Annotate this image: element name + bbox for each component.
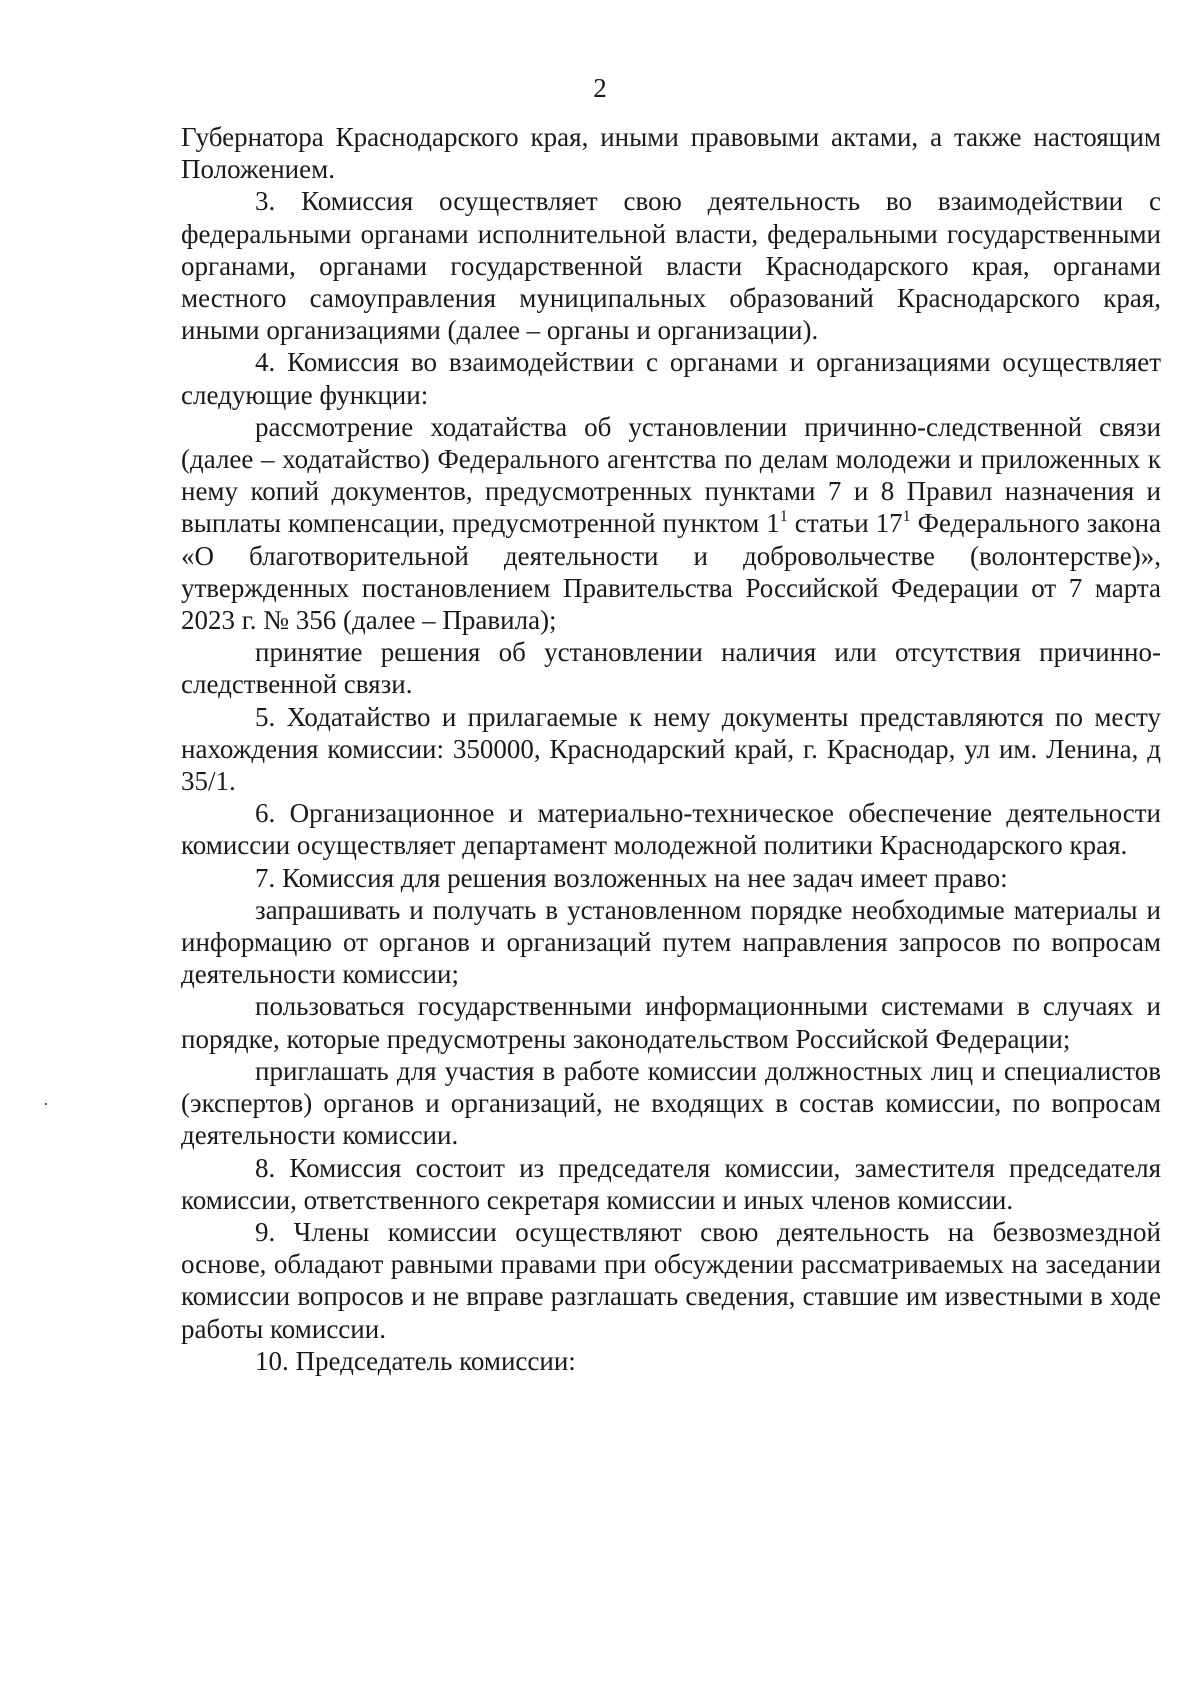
paragraph-item-7: 7. Комиссия для решения возложенных на нее задач имеет право: [255, 862, 1008, 893]
paragraph-item-4: 4. Комиссия во взаимодействии с органами и организациями осуществляет следующие функции: [181, 347, 1161, 410]
paragraph-item-5: 5. Ходатайство и прилагаемые к нему документы представляются по месту нахождения комиссии: 350000, Краснодарский край, г. Краснодар, ул им. Ленина, д 35/1. [181, 701, 1161, 797]
paragraph-text: Федерального закона «О благотворительной деятельности и добровольчестве (волонтерстве)», утвержденных постановлением Правительства Российской Федерации от 7 марта 2023 г. № 356 (далее – Правила); [181, 508, 1162, 636]
paragraph-item-10: 10. Председатель комиссии: [255, 1345, 576, 1376]
paragraph-item-3: 3. Комиссия осуществляет свою деятельность во взаимодействии с федеральными органами исполнительной власти, федеральными государственными органами, органами государственной власти Краснодарского края, органами местного самоуправления муниципальных образований Краснодарского края, иными организациями (далее – органы и организации). [181, 186, 1161, 346]
paragraph-item-9: 9. Члены комиссии осуществляют свою деятельность на безвозмездной основе, обладают равными правами при обсуждении рассматриваемых на заседании комиссии вопросов и не вправе разглашать сведения, ставшие им известными в ходе работы комиссии. [181, 1216, 1161, 1344]
paragraph-item-6: 6. Организационное и материально-техническое обеспечение деятельности комиссии осуществляет департамент молодежной политики Краснодарского края. [181, 798, 1161, 861]
paragraph-text: рассмотрение ходатайства об установлении причинно-следственной связи (далее – ходатайство) Федерального агентства по делам молодежи и приложенных к нему копий документов, предусмотренных пунктами 7 и 8 Правил назначения и выплаты компенсации, предусмотренной пунктом 1 [181, 411, 1161, 539]
document-body [181, 121, 1161, 1377]
paragraph-function-decision: принятие решения об установлении наличия или отсутствия причинно-следственной связи. [181, 637, 1161, 700]
paragraph-right-invite: приглашать для участия в работе комиссии должностных лиц и специалистов (экспертов) органов и организаций, не входящих в состав комиссии, по вопросам деятельности комиссии. [181, 1055, 1161, 1151]
scan-speck [45, 1103, 47, 1105]
superscript: 1 [902, 508, 911, 526]
superscript: 1 [779, 508, 788, 526]
paragraph-continuation: Губернатора Краснодарского края, иными правовыми актами, а также настоящим Положением. [181, 122, 1161, 185]
paragraph-text: статьи 17 [787, 508, 903, 539]
paragraph-item-8: 8. Комиссия состоит из председателя комиссии, заместителя председателя комиссии, ответственного секретаря комиссии и иных членов комиссии. [181, 1152, 1161, 1215]
paragraph-right-systems: пользоваться государственными информационными системами в случаях и порядке, которые предусмотрены законодательством Российской Федерации; [181, 991, 1161, 1054]
paragraph-right-request: запрашивать и получать в установленном порядке необходимые материалы и информацию от органов и организаций путем направления запросов по вопросам деятельности комиссии; [181, 894, 1161, 990]
page-number: 2 [593, 73, 607, 103]
paragraph-function-review [181, 411, 1161, 636]
